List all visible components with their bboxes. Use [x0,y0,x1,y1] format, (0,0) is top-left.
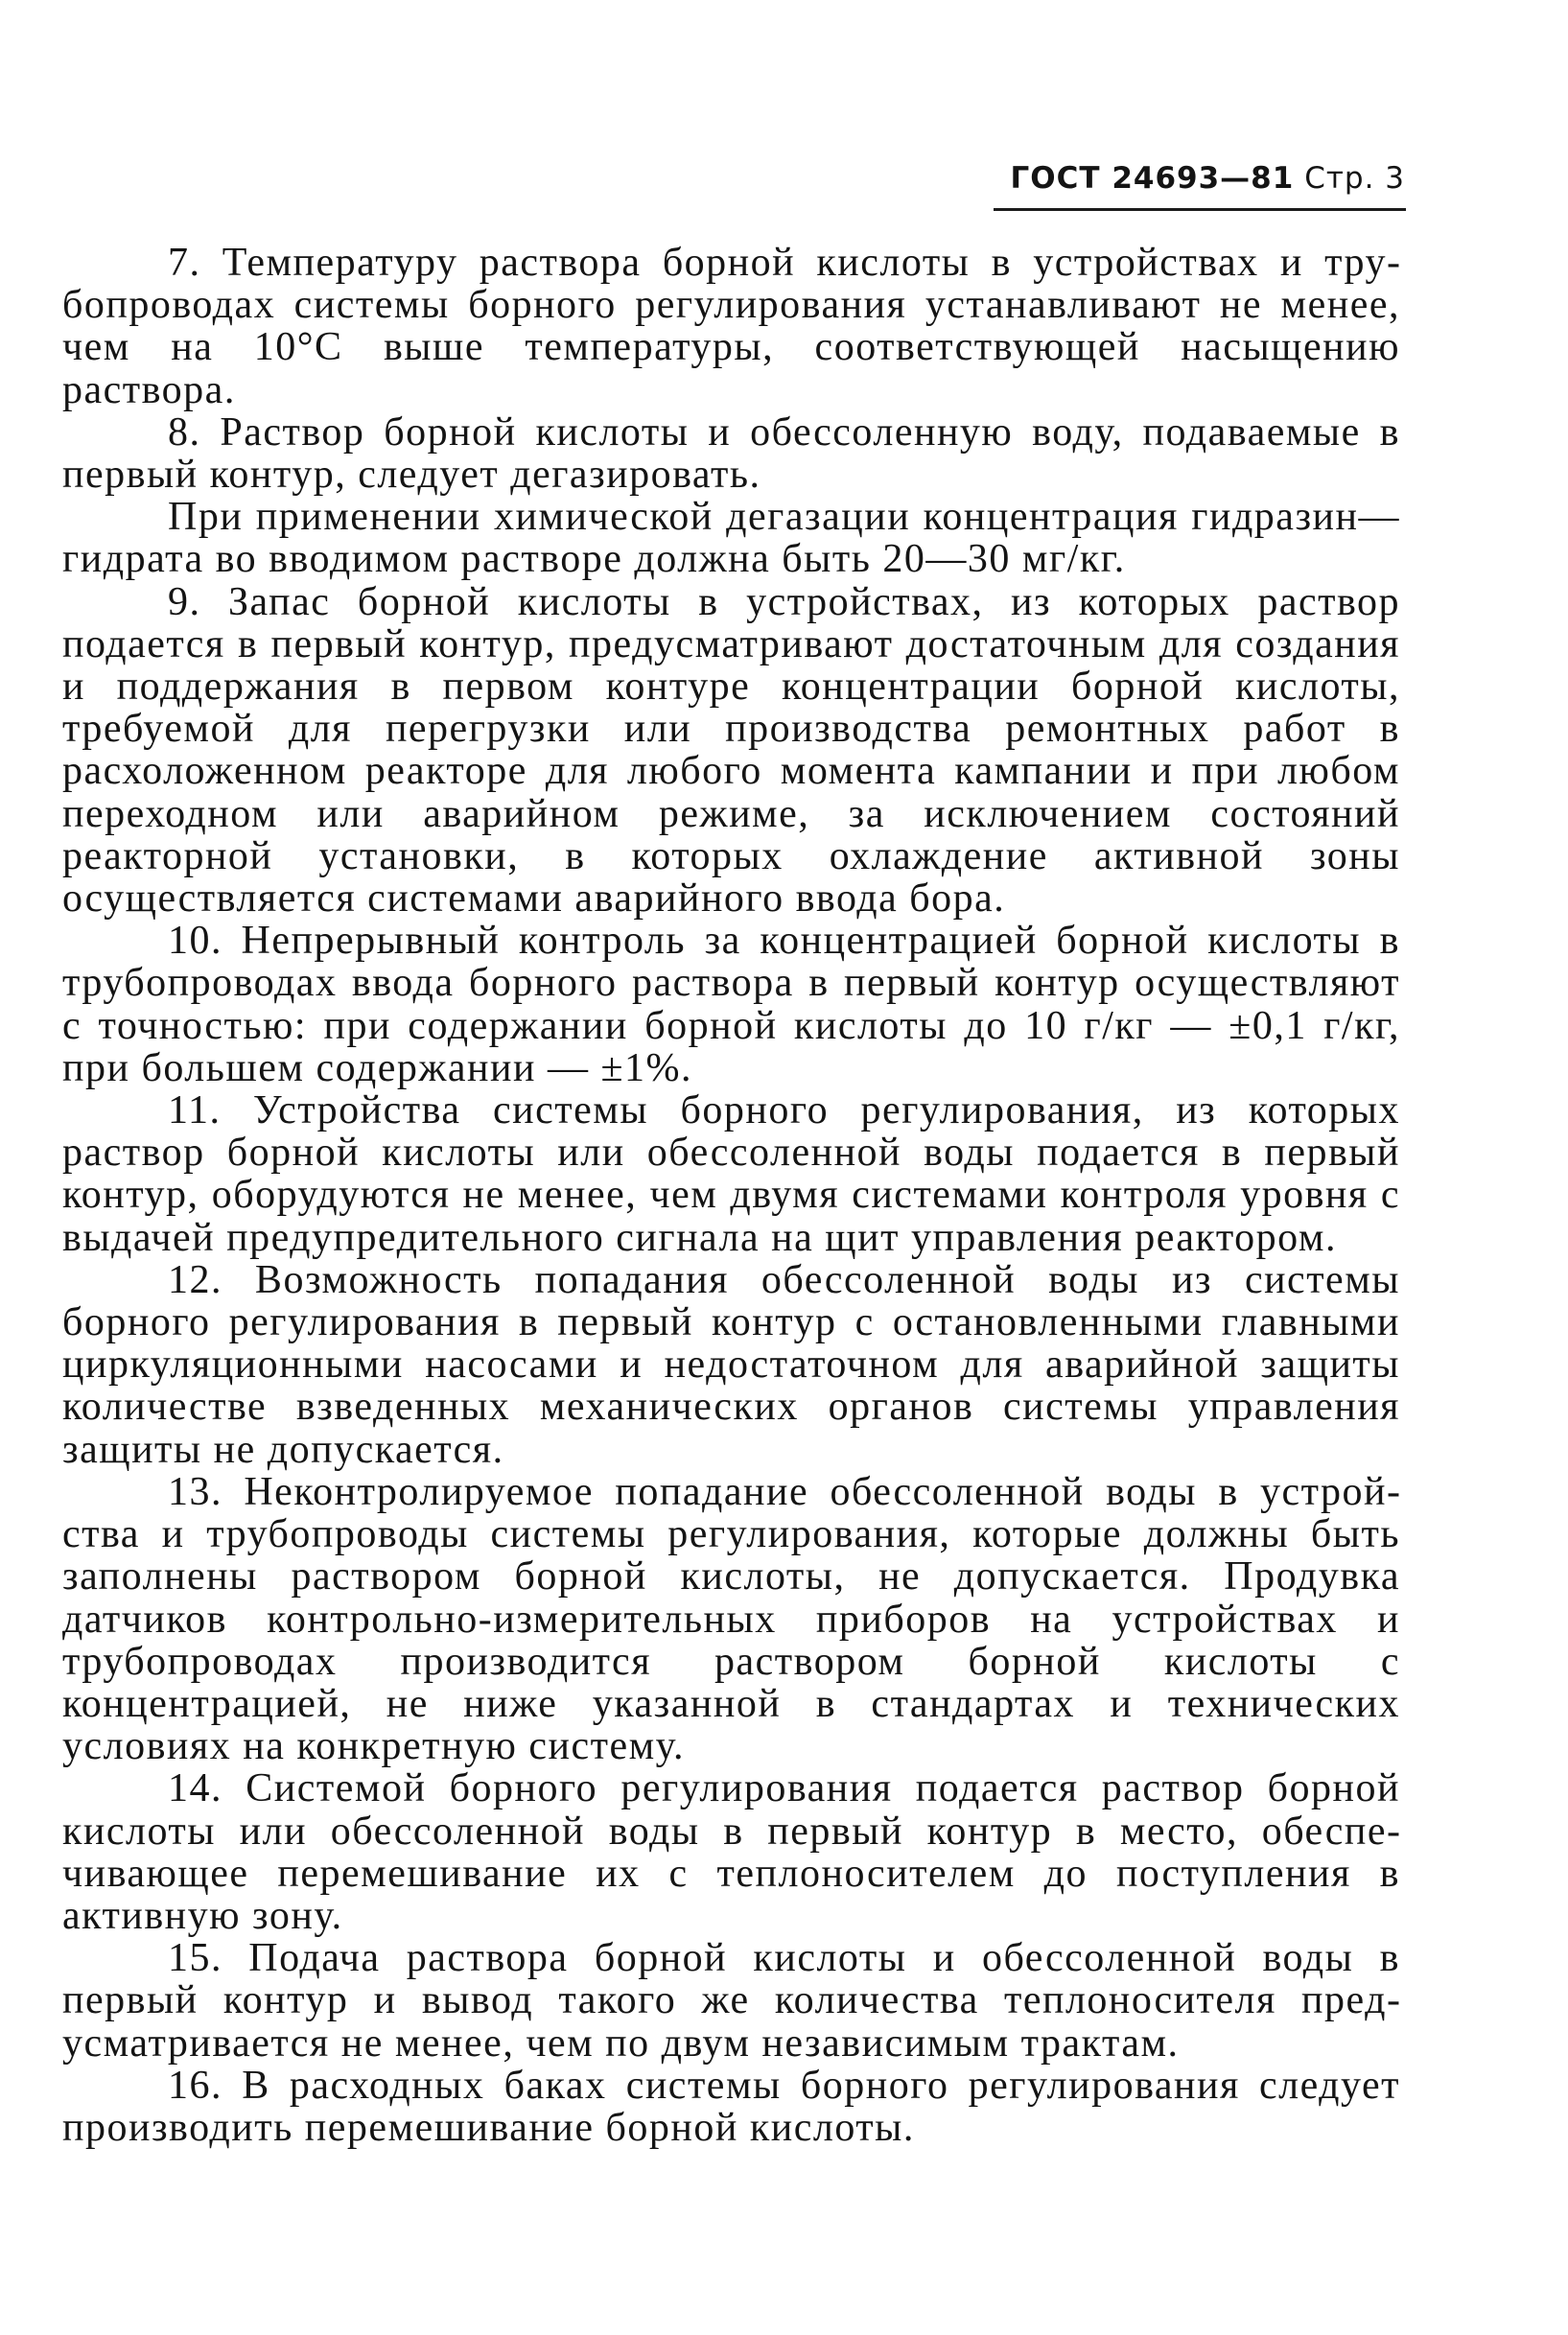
paragraph-item-13: 13. Неконтролируемое попадание обессоленной воды в устройства и трубопроводы системы регулирования, которые должны быть заполнены раствором борной кислоты, не допускается. Продувка датчиков контрольно-измерительных приборов на устройствах и трубопроводах производится раствором борной кислоты с концентрацией, не ниже указанной в стандартах и технических условиях на конкретную систему. [62,1469,1400,1769]
paragraph-item-9: 9. Запас борной кислоты в устройствах, из которых раствор подается в первый контур, предусматривают достаточным для создания и поддержания в первом контуре концентрации борной кислоты, требуемой для перегрузки или производства ремонтных работ в расхоложенном реакторе для любого момента кампании и при любом переходном или аварийном режиме, за исключением состояний реакторной установки, в которых охлаждение активной зоны осуществляется системами аварийного ввода бора. [62,579,1400,922]
paragraph-item-10: 10. Непрерывный контроль за концентрацией борной кислоты в трубопроводах ввода борного раствора в первый контур осуществляют с точностью: при содержании борной кислоты до 10 г/кг — ±0,1 г/кг, при большем содержании — ±1%. [62,919,1400,1090]
paragraph-item-8-note: При применении химической дегазации концентрация гидразин—гидрата во вводимом растворе должна быть 20—30 мг/кг. [62,495,1400,582]
paragraph-item-11: 11. Устройства системы борного регулирования, из которых раствор борной кислоты или обессоленной воды подается в первый контур, оборудуются не менее, чем двумя системами контроля уровня с выдачей предупредительного сигнала на щит управления реактором. [62,1088,1400,1260]
paragraph-item-15: 15. Подача раствора борной кислоты и обессоленной воды в первый контур и вывод такого же количества теплоносителя предусматривается не менее, чем по двум независимым трактам. [62,1936,1400,2066]
page-number: Стр. 3 [1304,161,1405,196]
paragraph-item-7: 7. Температуру раствора борной кислоты в устройствах и трубопроводах системы борного регулирования устанавливают не менее, чем на 10°С выше температуры, соответствующей насыщению раствора. [62,241,1400,412]
paragraph-item-8: 8. Раствор борной кислоты и обессоленную воду, подаваемые в первый контур, следует дегазировать. [62,409,1400,498]
running-head [1011,161,1405,196]
paragraph-item-14: 14. Системой борного регулирования подается раствор борной кислоты или обессоленной воды в первый контур в место, обеспечивающее перемешивание их с теплоносителем до поступления в активную зону. [62,1766,1400,1938]
paragraph-item-12: 12. Возможность попадания обессоленной воды из системы борного регулирования в первый контур с остановленными главными циркуляционными насосами и недостаточном для аварийной защиты количестве взведенных механических органов системы управления защиты не допускается. [62,1257,1400,1472]
paragraph-item-16: 16. В расходных баках системы борного регулирования следует производить перемешивание борной кислоты. [62,2063,1400,2150]
standard-number: ГОСТ 24693—81 [1010,161,1295,196]
header-rule [994,208,1406,211]
body-text [62,242,1400,2149]
